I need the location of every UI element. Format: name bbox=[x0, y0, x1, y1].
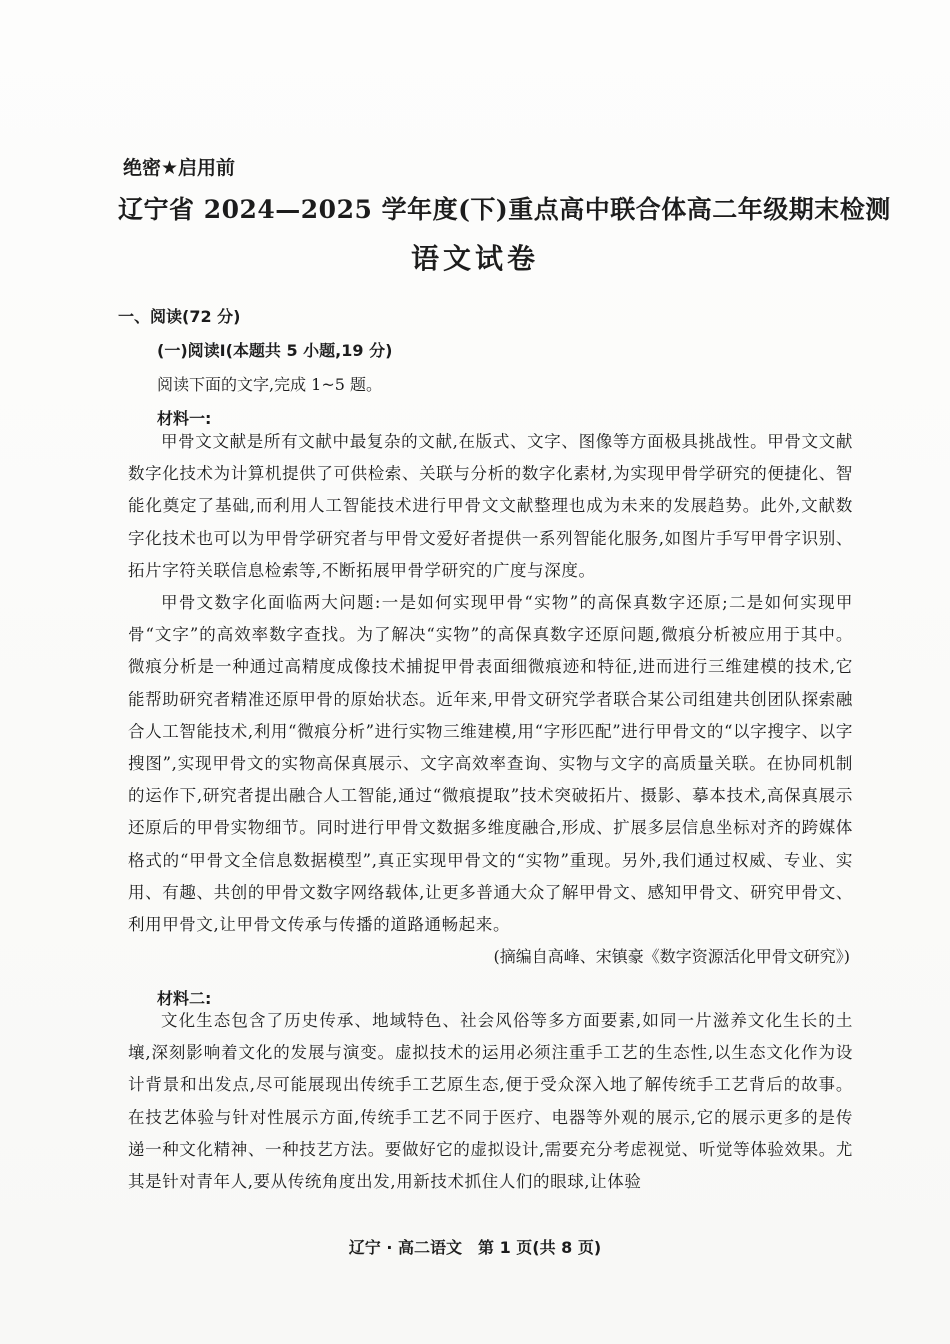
confidential-label: 绝密★启用前 bbox=[123, 157, 236, 179]
instruction-text: 阅读下面的文字,完成 1~5 题。 bbox=[157, 375, 383, 394]
subject-title: 语文试卷 bbox=[410, 242, 539, 275]
material-one-source: (摘编自高峰、宋镇豪《数字资源活化甲骨文研究》) bbox=[493, 947, 850, 966]
material-two-paragraph-1: 文化生态包含了历史传承、地域特色、社会风俗等多方面要素,如同一片滋养文化生长的土壤,深刻影响着文化的发展与演变。虚拟技术的运用必须注重手工艺的生态性,以生态文化作为设计背景和出发点,尽可能展现出传统手工艺原生态,便于受众深入地了解传统手工艺背后的故事。在技艺体验与针对性展示方面,传统手工艺不同于医疗、电器等外观的展示,它的展示更多的是传递一种文化精神、一种技艺方法。要做好它的虚拟设计,需要充分考虑视觉、听觉等体验效果。尤其是针对青年人,要从传统角度出发,用新技术抓住人们的眼球,让体验 bbox=[128, 1011, 853, 1192]
subsection-heading: (一)阅读Ⅰ(本题共 5 小题,19 分) bbox=[157, 341, 393, 360]
material-two-label: 材料二: bbox=[157, 989, 212, 1008]
page-footer: 辽宁 · 高二语文 第 1 页(共 8 页) bbox=[348, 1238, 602, 1257]
material-one-paragraph-2: 甲骨文数字化面临两大问题:一是如何实现甲骨“实物”的高保真数字还原;二是如何实现甲骨“文字”的高效率数字查找。为了解决“实物”的高保真数字还原问题,微痕分析被应用于其中。微痕分析是一种通过高精度成像技术捕捉甲骨表面细微痕迹和特征,进而进行三维建模的技术,它能帮助研究者精准还原甲骨的原始状态。近年来,甲骨文研究学者联合某公司组建共创团队探索融合人工智能技术,利用“微痕分析”进行实物三维建模,用“字形匹配”进行甲骨文的“以字搜字、以字搜图”,实现甲骨文的实物高保真展示、文字高效率查询、实物与文字的高质量关联。在协同机制的运作下,研究者提出融合人工智能,通过“微痕提取”技术突破拓片、摄影、摹本技术,高保真展示还原后的甲骨实物细节。同时进行甲骨文数据多维度融合,形成、扩展多层信息坐标对齐的跨媒体格式的“甲骨文全信息数据模型”,真正实现甲骨文的“实物”重现。另外,我们通过权威、专业、实用、有趣、共创的甲骨文数字网络载体,让更多普通大众了解甲骨文、感知甲骨文、研究甲骨文、利用甲骨文,让甲骨文传承与传播的道路通畅起来。 bbox=[128, 593, 853, 935]
material-one-label: 材料一: bbox=[157, 409, 212, 428]
material-one-paragraph-1: 甲骨文文献是所有文献中最复杂的文献,在版式、文字、图像等方面极具挑战性。甲骨文文献数字化技术为计算机提供了可供检索、关联与分析的数字化素材,为实现甲骨学研究的便捷化、智能化奠定了基础,而利用人工智能技术进行甲骨文文献整理也成为未来的发展趋势。此外,文献数字化技术也可以为甲骨学研究者与甲骨文爱好者提供一系列智能化服务,如图片手写甲骨字识别、拓片字符关联信息检索等,不断拓展甲骨学研究的广度与深度。 bbox=[128, 432, 853, 580]
exam-title: 辽宁省 2024—2025 学年度(下)重点高中联合体高二年级期末检测 bbox=[118, 195, 891, 224]
section-heading: 一、阅读(72 分) bbox=[118, 307, 241, 326]
